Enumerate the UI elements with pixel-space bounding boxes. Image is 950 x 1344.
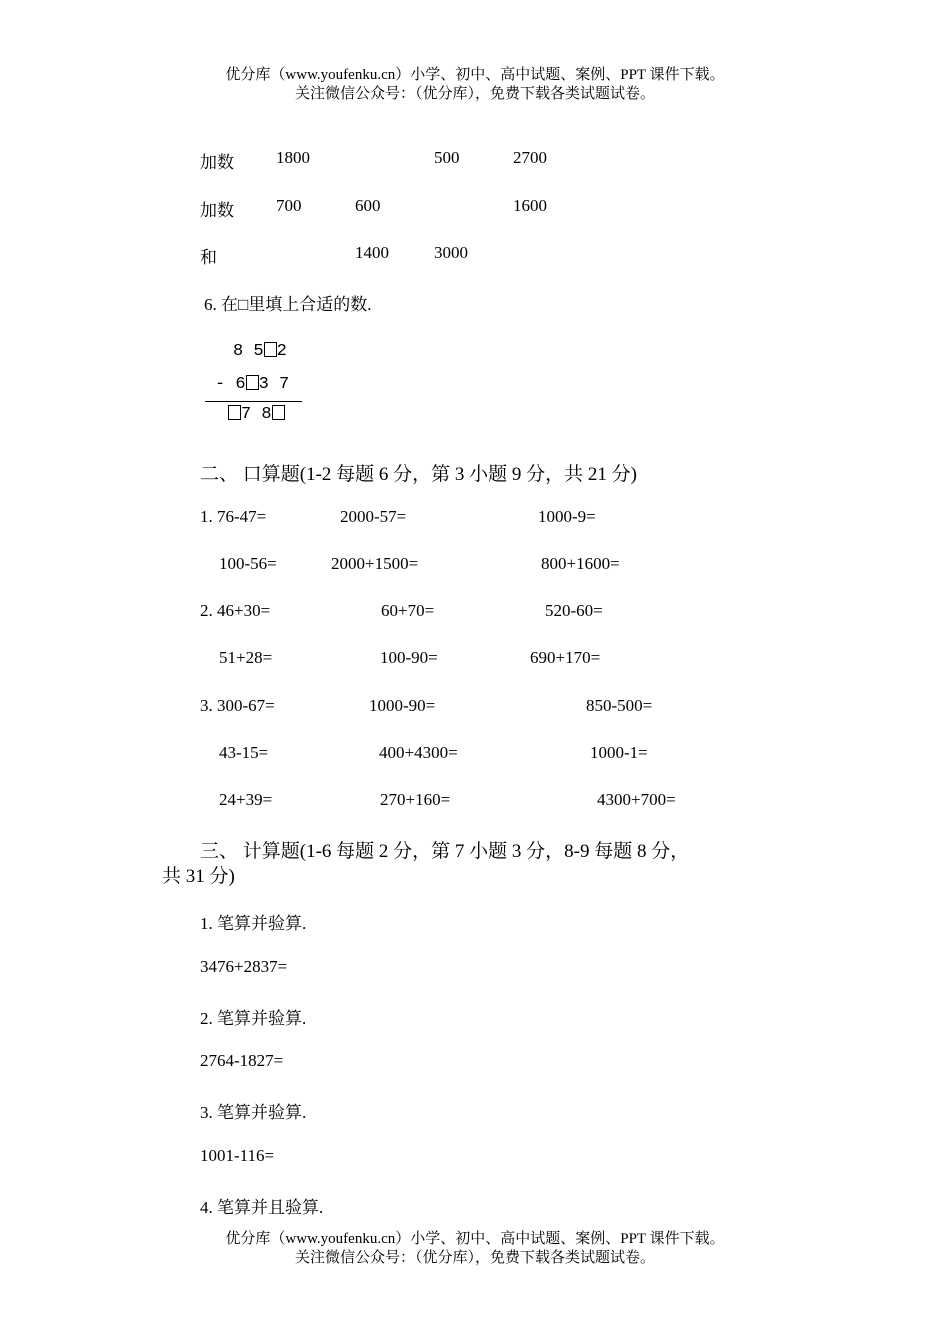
math-item: 43-15= <box>219 743 269 762</box>
math-item: 2000+1500= <box>331 554 419 573</box>
table-cell: 1800 <box>276 148 310 167</box>
math-item: 3. 300-67= <box>200 696 275 715</box>
table-cell: 500 <box>434 148 460 167</box>
math-item: 850-500= <box>586 696 653 715</box>
footer-line-1: 优分库（www.youfenku.cn）小学、初中、高中试题、案例、PPT 课件下载。 <box>225 1231 725 1247</box>
table-row-label: 加数 <box>200 153 234 172</box>
section-3-title: 三、 计算题(1-6 每题 2 分，第 7 小题 3 分，8-9 每题 8 分， <box>200 841 690 862</box>
math-item: 690+170= <box>530 648 601 667</box>
math-item: 400+4300= <box>379 743 458 762</box>
digits: 2 <box>276 342 287 361</box>
math-item: 800+1600= <box>541 554 620 573</box>
calc-item: 2. 笔算并验算. <box>200 1009 307 1028</box>
table-row-label: 和 <box>200 248 217 267</box>
difference-row <box>228 405 285 424</box>
question-6-prompt: 6. 在□里填上合适的数. <box>204 295 372 314</box>
calc-item: 2764-1827= <box>200 1051 284 1070</box>
table-cell: 2700 <box>513 148 547 167</box>
table-cell: 3000 <box>434 243 468 262</box>
math-item: 1000-9= <box>538 507 596 526</box>
blank-box[interactable] <box>246 375 259 390</box>
section-3-title-cont: 共 31 分) <box>162 866 235 887</box>
math-item: 1. 76-47= <box>200 507 267 526</box>
header-line-1: 优分库（www.youfenku.cn）小学、初中、高中试题、案例、PPT 课件下载。 <box>225 67 725 83</box>
footer-line-2: 关注微信公众号：（优分库），免费下载各类试题试卷。 <box>294 1250 655 1266</box>
digits: - 6 <box>215 375 246 394</box>
table-cell: 1400 <box>355 243 389 262</box>
blank-box[interactable] <box>228 405 241 420</box>
math-item: 2000-57= <box>340 507 407 526</box>
subtrahend-row <box>215 375 289 394</box>
table-cell: 600 <box>355 196 381 215</box>
math-item: 1000-90= <box>369 696 436 715</box>
math-item: 51+28= <box>219 648 273 667</box>
table-cell: 1600 <box>513 196 547 215</box>
calc-item: 1001-116= <box>200 1146 275 1165</box>
header-line-2: 关注微信公众号：（优分库），免费下载各类试题试卷。 <box>294 86 655 102</box>
table-cell: 700 <box>276 196 302 215</box>
section-2-title: 二、 口算题(1-2 每题 6 分，第 3 小题 9 分，共 21 分) <box>200 464 637 485</box>
math-item: 60+70= <box>381 601 435 620</box>
math-item: 520-60= <box>545 601 603 620</box>
subtraction-line <box>205 401 302 402</box>
math-item: 24+39= <box>219 790 273 809</box>
math-item: 2. 46+30= <box>200 601 271 620</box>
digits: 7 8 <box>241 405 272 424</box>
blank-box[interactable] <box>264 342 277 357</box>
table-row-label: 加数 <box>200 201 234 220</box>
calc-item: 3. 笔算并验算. <box>200 1103 307 1122</box>
calc-item: 3476+2837= <box>200 957 288 976</box>
math-item: 100-56= <box>219 554 277 573</box>
digits: 3 7 <box>258 375 290 394</box>
blank-box[interactable] <box>272 405 285 420</box>
math-item: 100-90= <box>380 648 438 667</box>
math-item: 270+160= <box>380 790 451 809</box>
math-item: 4300+700= <box>597 790 676 809</box>
calc-item: 4. 笔算并且验算. <box>200 1198 324 1217</box>
calc-item: 1. 笔算并验算. <box>200 914 307 933</box>
minuend-row <box>233 342 287 361</box>
digits: 8 5 <box>233 342 264 361</box>
math-item: 1000-1= <box>590 743 648 762</box>
